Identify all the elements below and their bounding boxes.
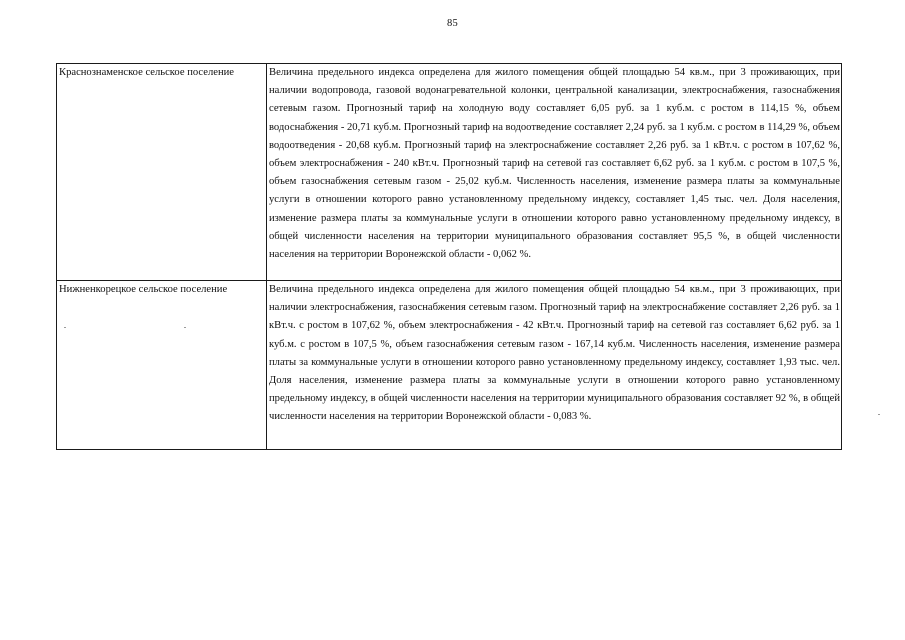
scan-speck	[878, 414, 880, 415]
settlement-name-cell: Нижненкорецкое сельское поселение	[57, 281, 267, 450]
scan-speck	[184, 327, 186, 328]
page-number: 85	[447, 18, 458, 29]
table-row	[57, 64, 842, 281]
index-description-cell: Величина предельного индекса определена для жилого помещения общей площадью 54 кв.м., при 3 проживающих, при наличии водопровода, газовой водонагревательной колонки, центральной канализации, электроснабжения, газоснабжения сетевым газом. Прогнозный тариф на холодную воду составляет 6,05 руб. за 1 куб.м. с ростом в 114,15 %, объем водоснабжения - 20,71 куб.м. Прогнозный тариф на водоотведение составляет 2,24 руб. за 1 куб.м. с ростом в 114,29 %, объем водоотведения - 20,68 куб.м. Прогнозный тариф на электроснабжение составляет 2,26 руб. за 1 кВт.ч. с ростом в 107,62 %, объем электроснабжения - 240 кВт.ч. Прогнозный тариф на сетевой газ составляет 6,62 руб. за 1 куб.м. с ростом в 107,5 %, объем газоснабжения сетевым газом - 25,02 куб.м. Численность населения, изменение размера платы за коммунальные услуги в отношении которого равно установленному предельному индексу, составляет 1,45 тыс. чел. Доля населения, изменение размера платы за коммунальные услуги в отношении которого равно установленному предельному индексу, в общей численности населения на территории муниципального образования составляет 95,5 %, в общей численности населения на территории Воронежской области - 0,062 %.	[267, 64, 842, 281]
settlement-name-cell: Краснознаменское сельское поселение	[57, 64, 267, 281]
scan-speck	[64, 327, 66, 328]
tariff-index-table	[56, 63, 842, 450]
index-description-cell: Величина предельного индекса определена для жилого помещения общей площадью 54 кв.м., при 3 проживающих, при наличии электроснабжения, газоснабжения сетевым газом. Прогнозный тариф на электроснабжение составляет 2,26 руб. за 1 кВт.ч. с ростом в 107,62 %, объем электроснабжения - 42 кВт.ч. Прогнозный тариф на сетевой газ составляет 6,62 руб. за 1 куб.м. с ростом в 107,5 %, объем газоснабжения сетевым газом - 167,14 куб.м. Численность населения, изменение размера платы за коммунальные услуги в отношении которого равно установленному предельному индексу, составляет 1,93 тыс. чел. Доля населения, изменение размера платы за коммунальные услуги в отношении которого равно установленному предельному индексу, в общей численности населения на территории муниципального образования составляет 92 %, в общей численности населения на территории Воронежской области - 0,083 %.	[267, 281, 842, 450]
table-row	[57, 281, 842, 450]
